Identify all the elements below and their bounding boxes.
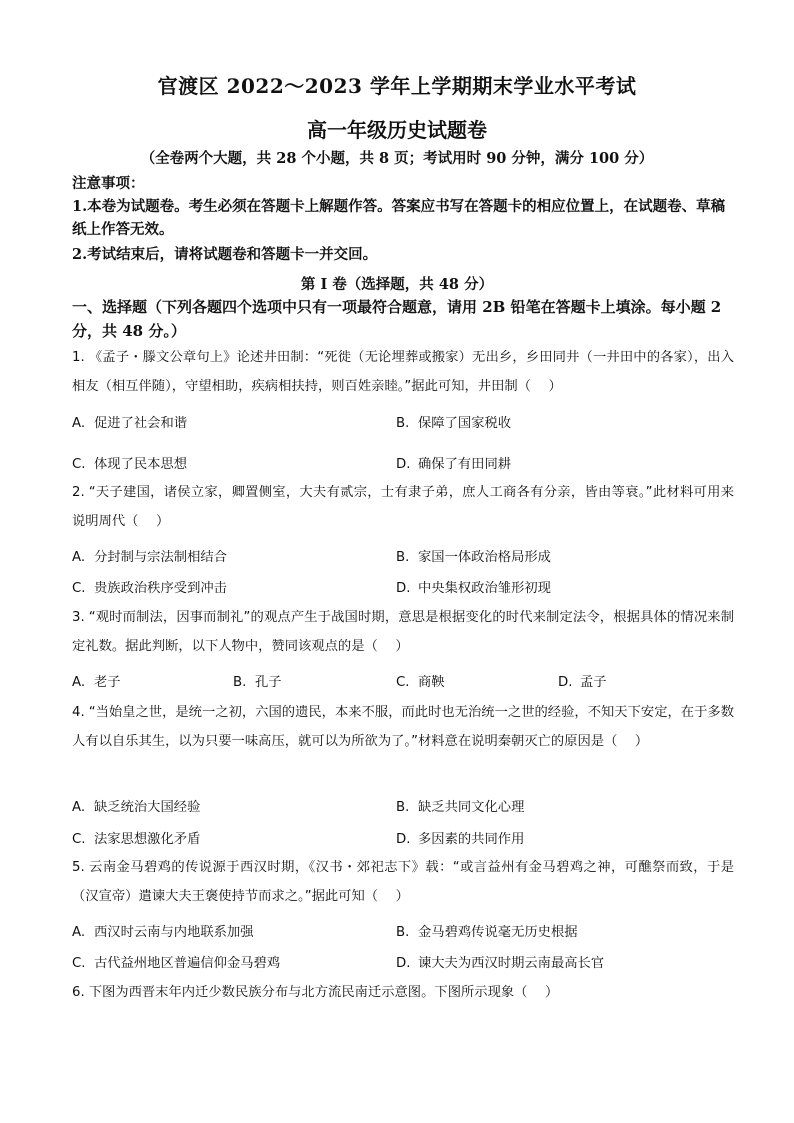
question-stem: “天子建国，诸侯立家，卿置侧室，大夫有贰宗，士有隶子弟，庶人工商各有分亲，皆由等衰。”此材料可用来说明周代（ ） (72, 485, 734, 529)
option-4a[interactable]: A. 缺乏统治大国经验 (72, 800, 201, 815)
option-3b[interactable]: B. 孔子 (233, 675, 282, 690)
option-2b[interactable]: B. 家国一体政治格局形成 (396, 550, 551, 565)
option-5b[interactable]: B. 金马碧鸡传说毫无历史根据 (396, 925, 578, 940)
question-6 (72, 978, 734, 1007)
option-1d[interactable]: D. 确保了有田同耕 (396, 457, 512, 472)
question-number: 4. (72, 705, 85, 720)
option-5d[interactable]: D. 谏大夫为西汉时期云南最高长官 (396, 956, 605, 971)
option-4d[interactable]: D. 多因素的共同作用 (396, 832, 525, 847)
question-5 (72, 853, 734, 911)
notice-item-1: 1.本卷为试题卷。考生必须在答题卡上解题作答。答案应书写在答题卡的相应位置上，在试题卷、草稿纸上作答无效。 (72, 198, 726, 238)
question-number: 1. (72, 350, 85, 365)
option-3a[interactable]: A. 老子 (72, 675, 121, 690)
question-number: 2. (72, 485, 85, 500)
question-2 (72, 478, 734, 536)
option-5a[interactable]: A. 西汉时云南与内地联系加强 (72, 925, 254, 940)
option-4c[interactable]: C. 法家思想激化矛盾 (72, 832, 201, 847)
option-2a[interactable]: A. 分封制与宗法制相结合 (72, 550, 227, 565)
question-number: 3. (72, 610, 85, 625)
question-number: 5. (72, 860, 85, 875)
option-3d[interactable]: D. 孟子 (558, 675, 607, 690)
option-4b[interactable]: B. 缺乏共同文化心理 (396, 800, 525, 815)
question-number: 6. (72, 985, 85, 1000)
question-stem: 下图为西晋末年内迁少数民族分布与北方流民南迁示意图。下图所示现象（ ） (88, 985, 559, 1000)
question-1 (72, 343, 734, 401)
option-2d[interactable]: D. 中央集权政治雏形初现 (396, 581, 551, 596)
question-stem: “当始皇之世，是统一之初，六国的遗民，本来不服，而此时也无治统一之世的经验，不知天下安定，在于多数人有以自乐其生，以为只要一味高压，就可以为所欲为了。”材料意在说明秦朝灭亡的原因是（ ） (72, 705, 734, 749)
option-1b[interactable]: B. 保障了国家税收 (396, 416, 512, 431)
option-1a[interactable]: A. 促进了社会和谐 (72, 416, 188, 431)
exam-subtitle: 高一年级历史试题卷 (307, 118, 487, 142)
question-stem: 《孟子・滕文公章句上》论述井田制：“死徙（无论埋葬或搬家）无出乡，乡田同井（一井田中的各家），出入相友（相互伴随），守望相助，疾病相扶持，则百姓亲睦。”据此可知，井田制（ ） (72, 350, 734, 394)
question-stem: 云南金马碧鸡的传说源于西汉时期，《汉书・郊祀志下》载：“或言益州有金马碧鸡之神，可醮祭而致，于是（汉宣帝）遣谏大夫王褒使持节而求之。”据此可知（ ） (72, 860, 734, 904)
option-5c[interactable]: C. 古代益州地区普遍信仰金马碧鸡 (72, 956, 281, 971)
question-stem: “观时而制法，因事而制礼”的观点产生于战国时期，意思是根据变化的时代来制定法令，根据具体的情况来制定礼数。据此判断，以下人物中，赞同该观点的是（ ） (72, 610, 734, 654)
notice-item-2: 2.考试结束后，请将试题卷和答题卡一并交回。 (72, 246, 378, 263)
question-4 (72, 698, 734, 756)
exam-title: 官渡区 2022～2023 学年上学期期末学业水平考试 (157, 74, 637, 98)
option-1c[interactable]: C. 体现了民本思想 (72, 457, 188, 472)
option-2c[interactable]: C. 贵族政治秩序受到冲击 (72, 581, 227, 596)
section-title: 第 I 卷（选择题，共 48 分） (300, 276, 494, 293)
question-3 (72, 603, 734, 661)
exam-meta: （全卷两个大题，共 28 个小题，共 8 页；考试用时 90 分钟，满分 100 分） (140, 150, 654, 167)
notice-heading: 注意事项： (72, 175, 145, 192)
section-instruction: 一、选择题（下列各题四个选项中只有一项最符合题意，请用 2B 铅笔在答题卡上填涂。每小题 2 分，共 48 分。） (72, 298, 722, 340)
option-3c[interactable]: C. 商鞅 (396, 675, 445, 690)
